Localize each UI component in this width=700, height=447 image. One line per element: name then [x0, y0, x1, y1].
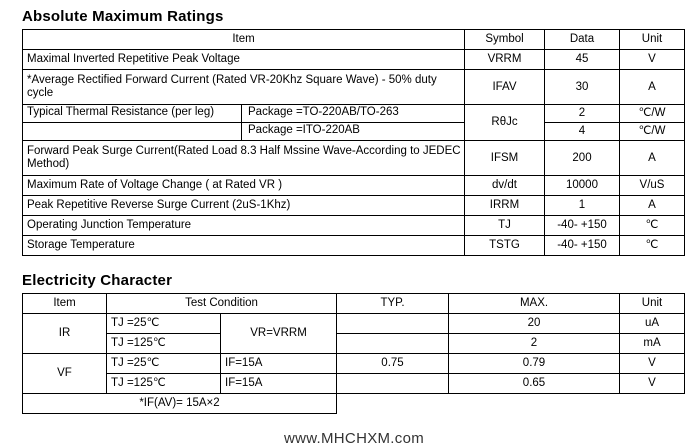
table-row [23, 354, 685, 374]
footnote-if-av: *IF(AV)= 15A×2 [23, 394, 337, 414]
row-unit: uA [620, 314, 685, 334]
table-row [23, 196, 685, 216]
row-item-label: Typical Thermal Resistance (per leg) [27, 106, 215, 118]
section-spacer [22, 256, 686, 270]
row-data: -40- +150 [545, 216, 620, 236]
row-unit: V/uS [620, 176, 685, 196]
row-data: 1 [545, 196, 620, 216]
table-row [23, 70, 685, 105]
table-row [23, 236, 685, 256]
column-header-data: Data [545, 30, 620, 50]
row-data: -40- +150 [545, 236, 620, 256]
row-item-thermal-2 [23, 123, 465, 141]
table-row [23, 50, 685, 70]
column-header-test-condition: Test Condition [107, 294, 337, 314]
row-item-ir: IR [23, 314, 107, 354]
table-row-note [23, 394, 685, 414]
row-unit: ℃ [620, 236, 685, 256]
row-data: 4 [545, 123, 620, 141]
table-row [23, 314, 685, 334]
table-row [23, 216, 685, 236]
column-header-item: Item [23, 294, 107, 314]
row-item: Storage Temperature [23, 236, 465, 256]
row-unit: V [620, 354, 685, 374]
row-typ [337, 314, 449, 334]
row-symbol: IRRM [465, 196, 545, 216]
row-symbol: IFAV [465, 70, 545, 105]
row-symbol: VRRM [465, 50, 545, 70]
column-header-max: MAX. [449, 294, 620, 314]
package-option-2: Package =ITO-220AB [241, 123, 465, 140]
row-data: 30 [545, 70, 620, 105]
row-data: 45 [545, 50, 620, 70]
column-header-item: Item [23, 30, 465, 50]
table-row [23, 334, 685, 354]
row-condition-temp: TJ =25℃ [107, 354, 221, 374]
row-data: 10000 [545, 176, 620, 196]
row-unit: A [620, 70, 685, 105]
row-unit: mA [620, 334, 685, 354]
row-unit: A [620, 141, 685, 176]
row-max: 2 [449, 334, 620, 354]
row-max: 20 [449, 314, 620, 334]
row-unit: V [620, 50, 685, 70]
row-typ [337, 374, 449, 394]
table-header-row [23, 30, 685, 50]
row-typ: 0.75 [337, 354, 449, 374]
row-symbol: IFSM [465, 141, 545, 176]
row-item-vf: VF [23, 354, 107, 394]
row-item: Maximal Inverted Repetitive Peak Voltage [23, 50, 465, 70]
row-condition-temp: TJ =125℃ [107, 374, 221, 394]
column-header-symbol: Symbol [465, 30, 545, 50]
row-max: 0.79 [449, 354, 620, 374]
section-title-electricity-character: Electricity Character [22, 272, 173, 289]
row-unit: V [620, 374, 685, 394]
row-symbol: dv/dt [465, 176, 545, 196]
column-header-unit: Unit [620, 30, 685, 50]
section-title-absolute-maximum-ratings: Absolute Maximum Ratings [22, 8, 224, 25]
row-item: Forward Peak Surge Current(Rated Load 8.3 Half Mssine Wave-According to JEDEC Method) [23, 141, 465, 176]
absolute-maximum-ratings-table [22, 29, 685, 256]
table-row-thermal-resistance-2 [23, 123, 685, 141]
row-condition-voltage: VR=VRRM [221, 314, 337, 354]
row-unit: A [620, 196, 685, 216]
row-symbol: TJ [465, 216, 545, 236]
row-item: Operating Junction Temperature [23, 216, 465, 236]
column-header-typ: TYP. [337, 294, 449, 314]
table-row-thermal-resistance-1 [23, 105, 685, 123]
row-symbol: TSTG [465, 236, 545, 256]
row-data: 200 [545, 141, 620, 176]
row-data: 2 [545, 105, 620, 123]
row-condition-temp: TJ =25℃ [107, 314, 221, 334]
row-item: Peak Repetitive Reverse Surge Current (2uS-1Khz) [23, 196, 465, 216]
table-row [23, 141, 685, 176]
table-row [23, 176, 685, 196]
table-header-row [23, 294, 685, 314]
row-condition-current: IF=15A [221, 354, 337, 374]
row-unit: ℃/W [620, 123, 685, 141]
row-max: 0.65 [449, 374, 620, 394]
row-unit: ℃/W [620, 105, 685, 123]
website-footer: www.MHCHXM.com [283, 430, 425, 447]
row-condition-temp: TJ =125℃ [107, 334, 221, 354]
row-item: Maximum Rate of Voltage Change ( at Rated VR ) [23, 176, 465, 196]
table-row [23, 374, 685, 394]
row-unit: ℃ [620, 216, 685, 236]
row-item-thermal [23, 105, 465, 123]
row-typ [337, 334, 449, 354]
electricity-character-table [22, 293, 685, 414]
row-symbol: RθJc [465, 105, 545, 141]
row-condition-current: IF=15A [221, 374, 337, 394]
column-header-unit: Unit [620, 294, 685, 314]
package-option-1: Package =TO-220AB/TO-263 [241, 105, 465, 123]
row-item: *Average Rectified Forward Current (Rated VR-20Khz Square Wave) - 50% duty cycle [23, 70, 465, 105]
